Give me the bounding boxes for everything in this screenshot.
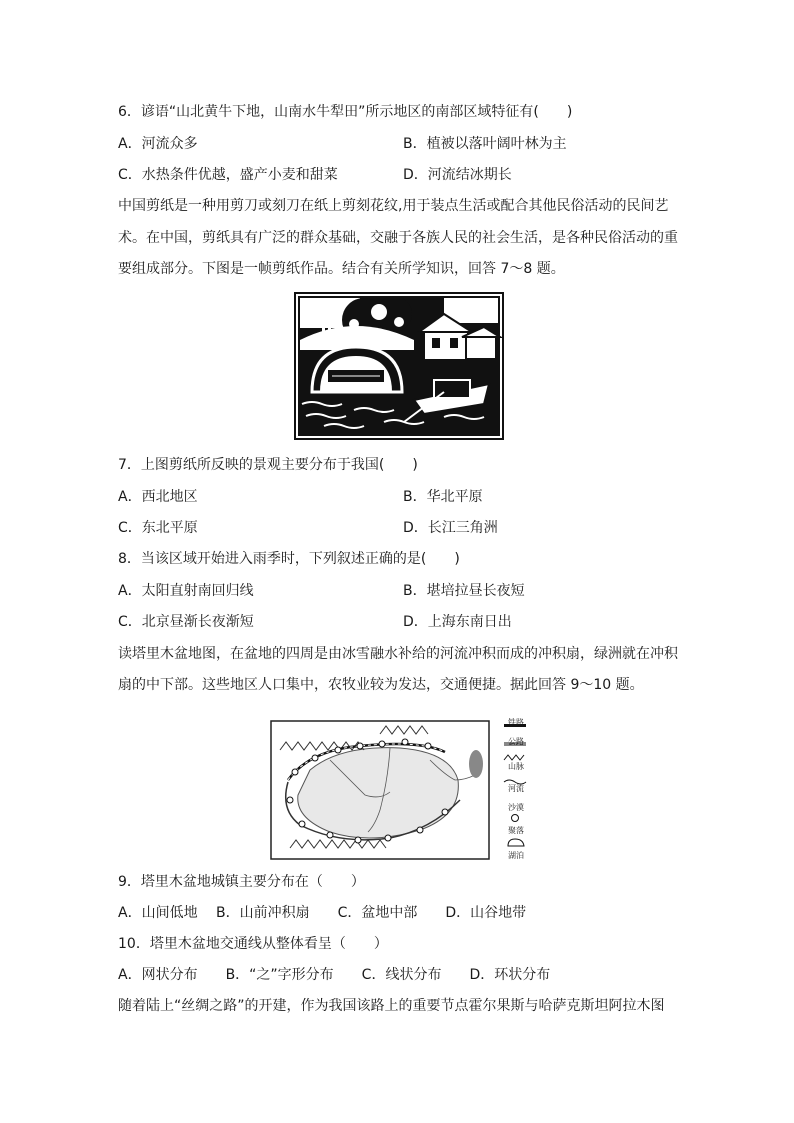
q6-option-d: D．河流结冰期长 bbox=[403, 167, 512, 183]
q9-stem: 9．塔里木盆地城镇主要分布在（ ） bbox=[118, 874, 365, 890]
legend-label-road: 公路 bbox=[508, 737, 524, 746]
q9-options: A．山间低地 B．山前冲积扇 C．盆地中部 D．山谷地带 bbox=[118, 905, 527, 921]
q6-option-b: B．植被以落叶阔叶林为主 bbox=[403, 136, 567, 152]
passage1-line-2: 术。在中国，剪纸具有广泛的群众基础，交融于各族人民的社会生活，是各种民俗活动的重 bbox=[118, 230, 678, 246]
q6-option-c: C．水热条件优越，盛产小麦和甜菜 bbox=[118, 167, 338, 183]
legend-label-river: 河流 bbox=[508, 784, 524, 793]
legend-label-railway: 铁路 bbox=[508, 718, 524, 727]
legend-label-desert: 沙漠 bbox=[508, 803, 524, 812]
q7-stem: 7．上图剪纸所反映的景观主要分布于我国( ) bbox=[118, 457, 418, 473]
q8-option-d: D．上海东南日出 bbox=[403, 614, 512, 630]
passage2-line-2: 扇的中下部。这些地区人口集中，农牧业较为发达，交通便捷。据此回答 9～10 题。 bbox=[118, 677, 644, 693]
legend-lake-symbol bbox=[508, 839, 524, 846]
paper-cut-image bbox=[294, 292, 504, 442]
q6-stem: 6．谚语“山北黄牛下地，山南水牛犁田”所示地区的南部区域特征有( ) bbox=[118, 104, 573, 120]
legend-label-lake: 湖泊 bbox=[508, 851, 524, 860]
q7-option-c: C．东北平原 bbox=[118, 520, 198, 536]
q7-option-a: A．西北地区 bbox=[118, 489, 198, 505]
q10-stem: 10．塔里木盆地交通线从整体看呈（ ） bbox=[118, 936, 388, 952]
q8-stem: 8．当该区域开始进入雨季时，下列叙述正确的是( ) bbox=[118, 551, 460, 567]
q10-options: A．网状分布 B．“之”字形分布 C．线状分布 D．环状分布 bbox=[118, 967, 551, 983]
passage3-line-1: 随着陆上“丝绸之路”的开建，作为我国该路上的重要节点霍尔果斯与哈萨克斯坦阿拉木图 bbox=[118, 998, 665, 1014]
tarim-basin-map bbox=[270, 720, 490, 860]
legend-label-settlement: 聚落 bbox=[508, 826, 524, 835]
q8-option-c: C．北京昼渐长夜渐短 bbox=[118, 614, 254, 630]
q8-option-b: B．堪培拉昼长夜短 bbox=[403, 583, 525, 599]
q8-option-a: A．太阳直射南回归线 bbox=[118, 583, 254, 599]
passage2-line-1: 读塔里木盆地图，在盆地的四周是由冰雪融水补给的河流冲积而成的冲积扇，绿洲就在冲积 bbox=[118, 646, 678, 662]
legend-mountain-symbol bbox=[504, 755, 524, 760]
q7-option-b: B．华北平原 bbox=[403, 489, 483, 505]
passage1-line-3: 要组成部分。下图是一帧剪纸作品。结合有关所学知识，回答 7～8 题。 bbox=[118, 261, 565, 277]
legend-settlement-symbol bbox=[512, 815, 519, 822]
q6-option-a: A．河流众多 bbox=[118, 136, 198, 152]
q7-option-d: D．长江三角洲 bbox=[403, 520, 498, 536]
legend-label-mountain: 山脉 bbox=[508, 762, 524, 771]
passage1-line-1: 中国剪纸是一种用剪刀或刻刀在纸上剪刻花纹,用于装点生活或配合其他民俗活动的民间艺 bbox=[118, 198, 669, 214]
